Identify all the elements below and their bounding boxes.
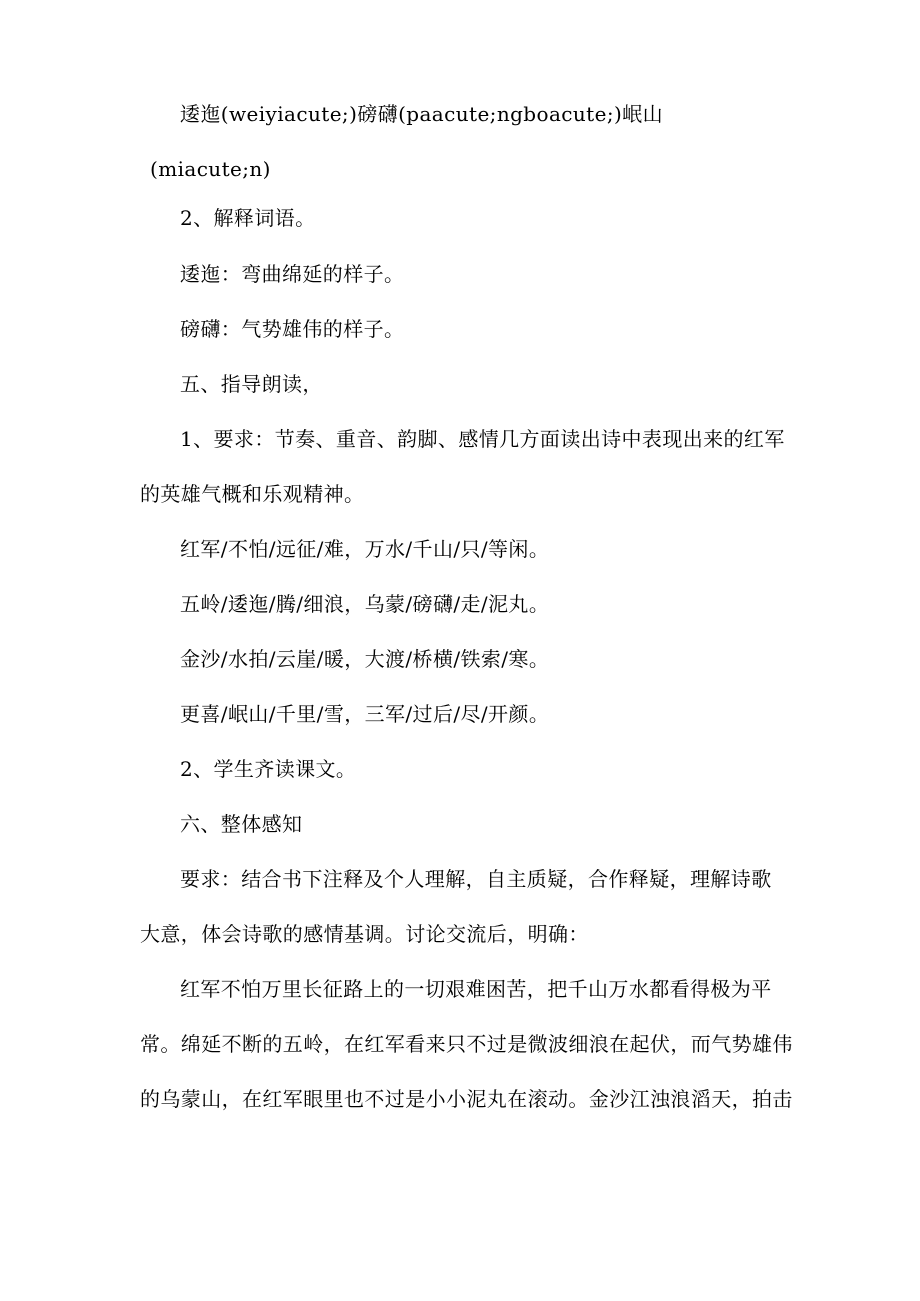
poem-line: 金沙/水拍/云崖/暖，大渡/桥横/铁索/寒。: [180, 647, 550, 671]
text-line: 逶迤：弯曲绵延的样子。: [180, 262, 405, 286]
text-line: 2、学生齐读课文。: [180, 757, 357, 781]
text-line: 逶迤(weiyiacute;)磅礴(paacute;ngboacute;)岷山: [180, 102, 663, 126]
poem-line: 更喜/岷山/千里/雪，三军/过后/尽/开颜。: [180, 702, 550, 726]
poem-line: 红军/不怕/远征/难，万水/千山/只/等闲。: [180, 537, 550, 561]
text-line: 1、要求：节奏、重音、韵脚、感情几方面读出诗中表现出来的红军: [180, 427, 785, 451]
text-line: 常。绵延不断的五岭，在红军看来只不过是微波细浪在起伏，而气势雄伟: [140, 1032, 793, 1056]
section-heading: 六、整体感知: [180, 812, 303, 836]
text-line: 2、解释词语。: [180, 206, 316, 230]
poem-line: 五岭/逶迤/腾/细浪，乌蒙/磅礴/走/泥丸。: [180, 592, 550, 616]
text-line: 红军不怕万里长征路上的一切艰难困苦，把千山万水都看得极为平: [180, 977, 772, 1001]
text-line: (miacute;n): [150, 157, 271, 181]
section-heading: 五、指导朗读，: [180, 372, 323, 396]
text-line: 的乌蒙山，在红军眼里也不过是小小泥丸在滚动。金沙江浊浪滔天，拍击: [140, 1087, 793, 1111]
text-line: 的英雄气概和乐观精神。: [140, 482, 365, 506]
text-line: 磅礴：气势雄伟的样子。: [180, 317, 405, 341]
text-line: 大意，体会诗歌的感情基调。讨论交流后，明确：: [140, 922, 589, 946]
text-line: 要求：结合书下注释及个人理解，自主质疑，合作释疑，理解诗歌: [180, 867, 772, 891]
